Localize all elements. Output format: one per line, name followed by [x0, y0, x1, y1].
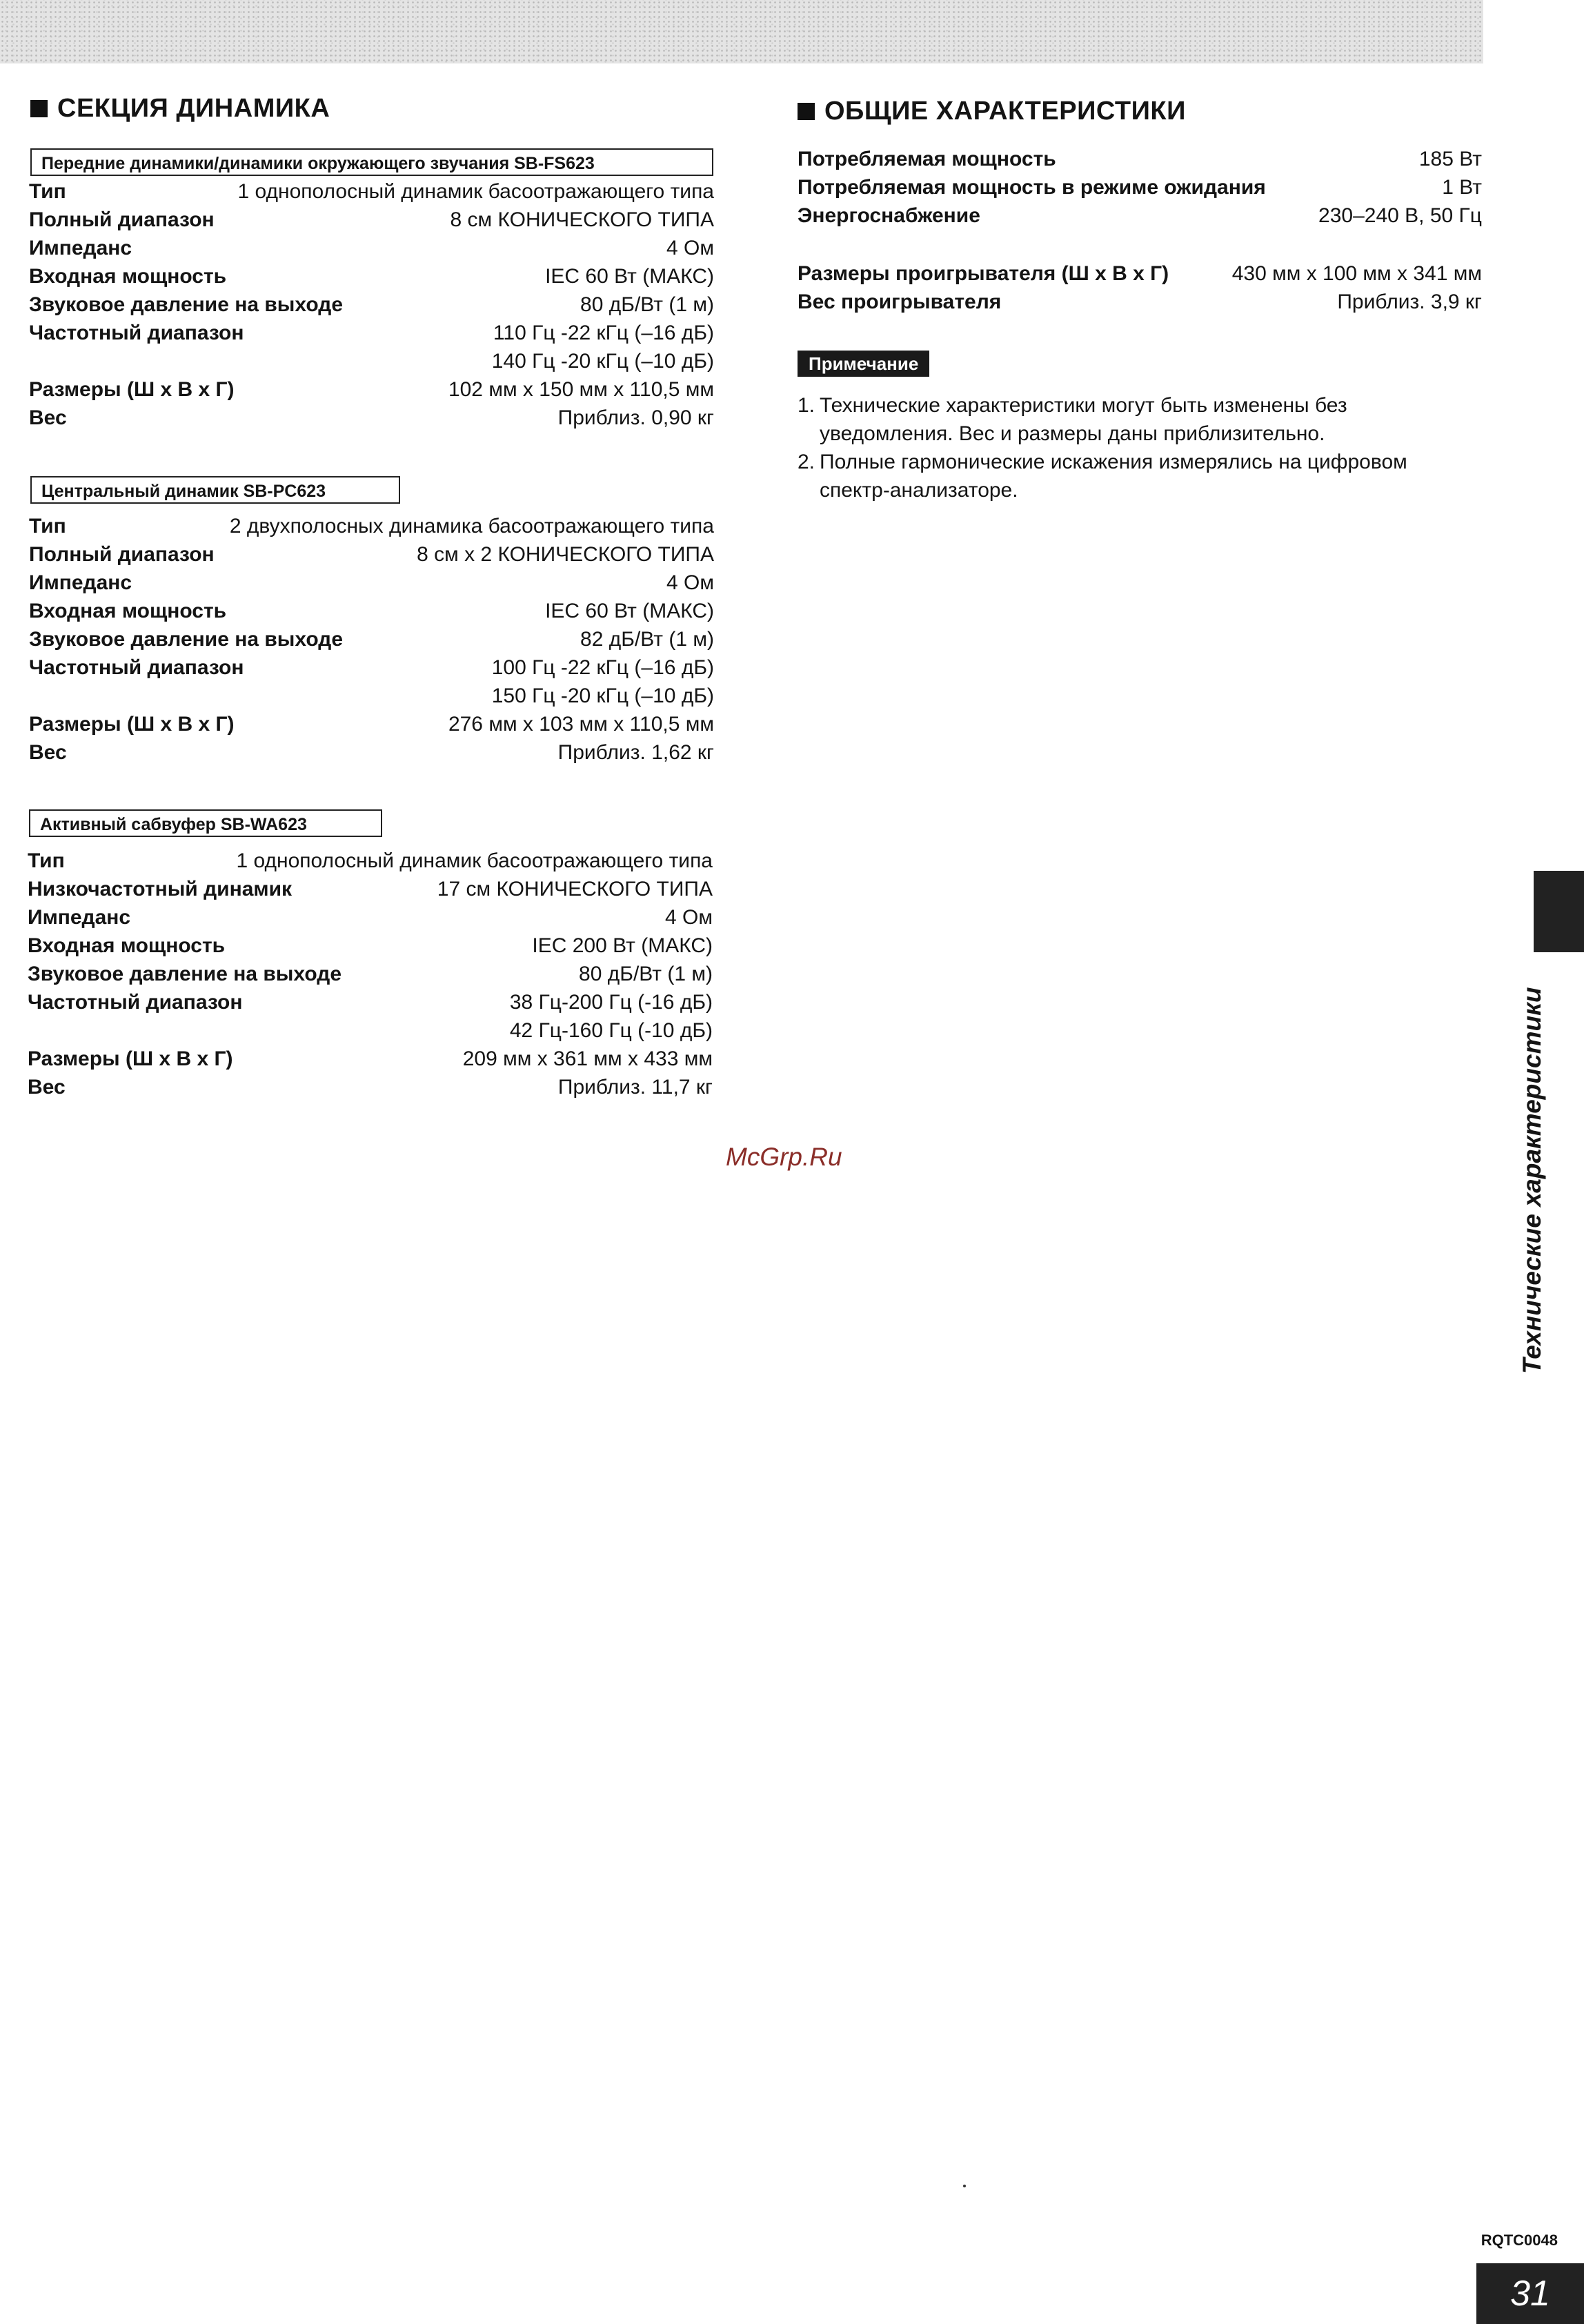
spec-row — [29, 319, 714, 347]
spec-value: 42 Гц-160 Гц (-10 дБ) — [509, 1019, 713, 1042]
general-specs-player — [798, 259, 1482, 316]
spec-value: IEC 60 Вт (МАКС) — [545, 600, 714, 622]
spec-label: Потребляемая мощность в режиме ожидания — [798, 176, 1266, 199]
spec-row — [798, 259, 1482, 288]
spec-row — [29, 290, 714, 319]
spec-value: 100 Гц -22 кГц (–16 дБ) — [491, 656, 714, 679]
spec-value: 230–240 В, 50 Гц — [1318, 204, 1482, 227]
spec-label: Размеры (Ш x В x Г) — [29, 713, 235, 736]
spec-row — [29, 682, 714, 710]
spec-table-subwoofer — [28, 847, 713, 1101]
side-tab-marker — [1534, 871, 1584, 952]
spec-label: Частотный диапазон — [29, 322, 244, 344]
spec-row — [29, 653, 714, 682]
spec-value: 276 мм x 103 мм x 110,5 мм — [448, 713, 714, 736]
spec-label: Размеры (Ш x В x Г) — [28, 1047, 233, 1070]
spec-value: 185 Вт — [1418, 148, 1482, 170]
spec-row — [28, 875, 713, 903]
spec-value: 8 см КОНИЧЕСКОГО ТИПА — [450, 208, 714, 231]
spec-row — [28, 903, 713, 932]
spec-label: Частотный диапазон — [28, 991, 243, 1014]
spec-row — [29, 625, 714, 653]
spec-label: Импеданс — [28, 906, 131, 929]
page-number: 31 — [1476, 2263, 1584, 2324]
spec-value: Приблиз. 11,7 кг — [557, 1076, 713, 1099]
spec-row — [28, 932, 713, 960]
spec-label: Потребляемая мощность — [798, 148, 1056, 170]
spec-row — [29, 347, 714, 375]
spec-value: 4 Ом — [666, 571, 714, 594]
spec-row — [29, 710, 714, 738]
note-item — [798, 391, 1481, 448]
spec-value: 1 однополосный динамик басоотражающего типа — [237, 180, 714, 203]
spec-row — [798, 173, 1482, 201]
spec-row — [29, 540, 714, 569]
speaker-section-title-text: СЕКЦИЯ ДИНАМИКА — [57, 94, 330, 123]
spec-value: Приблиз. 0,90 кг — [557, 406, 714, 429]
spec-label: Вес — [29, 406, 67, 429]
spec-label: Входная мощность — [28, 934, 226, 957]
bullet-square-icon — [798, 103, 815, 120]
spec-label: Звуковое давление на выходе — [29, 293, 344, 316]
spec-label: Энергоснабжение — [798, 204, 980, 227]
spec-row — [798, 145, 1482, 173]
spec-row — [29, 234, 714, 262]
spec-label: Входная мощность — [29, 265, 227, 288]
spec-value: 150 Гц -20 кГц (–10 дБ) — [491, 685, 714, 707]
spec-table-front-surround — [29, 177, 714, 432]
group-header-front-surround: Передние динамики/динамики окружающего звучания SB-FS623 — [30, 148, 713, 176]
spec-row — [28, 1073, 713, 1101]
note-item — [798, 448, 1481, 504]
spec-row — [798, 201, 1482, 230]
spec-label: Полный диапазон — [29, 208, 215, 231]
note-tag: Примечание — [798, 351, 929, 377]
spec-value: 430 мм x 100 мм x 341 мм — [1231, 262, 1482, 285]
spec-row — [29, 404, 714, 432]
document-code: RQTC0048 — [1481, 2232, 1558, 2249]
spec-value: 4 Ом — [666, 237, 714, 259]
scan-dot — [963, 2185, 966, 2187]
spec-value: 102 мм x 150 мм x 110,5 мм — [448, 378, 714, 401]
spec-value: IEC 60 Вт (МАКС) — [545, 265, 714, 288]
scan-noise-band — [0, 0, 1483, 63]
spec-row — [29, 597, 714, 625]
note-number: 1. — [798, 394, 815, 417]
watermark: McGrp.Ru — [726, 1143, 842, 1171]
spec-label: Низкочастотный динамик — [28, 878, 293, 900]
spec-label: Тип — [29, 180, 66, 203]
spec-value: 209 мм x 361 мм x 433 мм — [462, 1047, 713, 1070]
spec-label: Размеры (Ш x В x Г) — [29, 378, 235, 401]
spec-label: Вес — [28, 1076, 66, 1099]
notes-list — [798, 391, 1481, 504]
speaker-section-title — [30, 94, 330, 124]
spec-table-center — [29, 512, 714, 767]
spec-row — [28, 1045, 713, 1073]
general-section-title — [798, 97, 1186, 126]
note-text: Технические характеристики могут быть изменены без уведомления. Вес и размеры даны приблизительно. — [820, 394, 1347, 445]
spec-label: Полный диапазон — [29, 543, 215, 566]
spec-row — [28, 960, 713, 988]
spec-row — [28, 847, 713, 875]
note-text: Полные гармонические искажения измерялись на цифровом спектр-анализаторе. — [820, 451, 1407, 502]
spec-label: Вес — [29, 741, 67, 764]
spec-value: 80 дБ/Вт (1 м) — [580, 293, 714, 316]
group-header-center: Центральный динамик SB-PC623 — [30, 476, 400, 504]
bullet-square-icon — [30, 100, 48, 117]
spec-value: 110 Гц -22 кГц (–16 дБ) — [493, 322, 714, 344]
spec-label: Вес проигрывателя — [798, 290, 1002, 313]
spec-label: Импеданс — [29, 571, 132, 594]
spec-row — [29, 262, 714, 290]
note-number: 2. — [798, 451, 815, 473]
spec-row — [29, 569, 714, 597]
spec-value: Приблиз. 1,62 кг — [557, 741, 714, 764]
spec-value: 82 дБ/Вт (1 м) — [580, 628, 714, 651]
spec-value: IEC 200 Вт (МАКС) — [532, 934, 713, 957]
spec-row — [28, 988, 713, 1016]
spec-label: Частотный диапазон — [29, 656, 244, 679]
spec-label: Входная мощность — [29, 600, 227, 622]
spec-label: Тип — [29, 515, 66, 538]
general-section-title-text: ОБЩИЕ ХАРАКТЕРИСТИКИ — [824, 97, 1186, 126]
spec-row — [29, 206, 714, 234]
spec-value: Приблиз. 3,9 кг — [1337, 290, 1482, 313]
spec-value: 4 Ом — [665, 906, 713, 929]
group-header-subwoofer: Активный сабвуфер SB-WA623 — [29, 809, 382, 837]
spec-row — [29, 375, 714, 404]
spec-label: Размеры проигрывателя (Ш x В x Г) — [798, 262, 1169, 285]
spec-row — [29, 738, 714, 767]
spec-label: Звуковое давление на выходе — [29, 628, 344, 651]
spec-value: 2 двухполосных динамика басоотражающего типа — [229, 515, 714, 538]
spec-value: 8 см x 2 КОНИЧЕСКОГО ТИПА — [417, 543, 714, 566]
spec-value: 80 дБ/Вт (1 м) — [579, 963, 713, 985]
spec-value: 38 Гц-200 Гц (-16 дБ) — [509, 991, 713, 1014]
spec-row — [28, 1016, 713, 1045]
spec-row — [798, 288, 1482, 316]
spec-value: 1 Вт — [1442, 176, 1482, 199]
spec-row — [29, 512, 714, 540]
spec-label: Импеданс — [29, 237, 132, 259]
spec-value: 140 Гц -20 кГц (–10 дБ) — [491, 350, 714, 373]
spec-label: Тип — [28, 849, 65, 872]
spec-label: Звуковое давление на выходе — [28, 963, 342, 985]
general-specs-power — [798, 145, 1482, 230]
spec-value: 17 см КОНИЧЕСКОГО ТИПА — [437, 878, 713, 900]
side-section-label: Технические характеристики — [1518, 987, 1546, 1374]
spec-row — [29, 177, 714, 206]
spec-value: 1 однополосный динамик басоотражающего типа — [236, 849, 713, 872]
